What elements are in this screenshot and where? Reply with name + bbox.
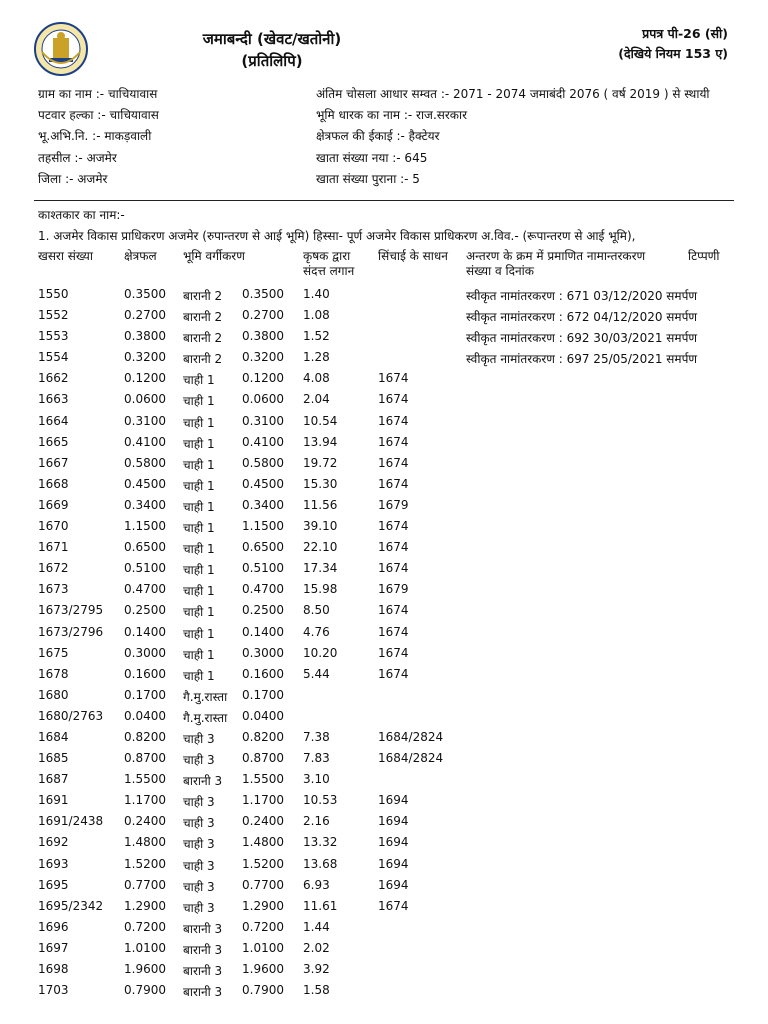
area-value: 0.1200 <box>124 371 166 386</box>
class-area: 0.1600 <box>242 666 284 681</box>
area-value: 0.4100 <box>124 434 166 449</box>
table-row <box>0 667 768 688</box>
table-row <box>0 646 768 667</box>
area-value: 0.2700 <box>124 308 166 323</box>
land-class: चाही 3 <box>183 795 215 810</box>
land-class: चाही 1 <box>183 373 215 388</box>
area-value: 0.3400 <box>124 497 166 512</box>
lagan-value: 1.08 <box>303 308 330 323</box>
table-row <box>0 709 768 730</box>
col-header-lagan <box>303 249 354 279</box>
area-value: 1.9600 <box>124 962 166 976</box>
class-area: 0.4500 <box>242 476 284 491</box>
lagan-value: 7.38 <box>303 729 330 744</box>
land-class: चाही 1 <box>183 499 215 514</box>
class-area: 0.5800 <box>242 455 284 470</box>
irrigation-source: 1674 <box>378 540 409 555</box>
lagan-value: 22.10 <box>303 540 338 555</box>
table-row <box>0 962 768 983</box>
table-row <box>0 625 768 646</box>
area-value: 0.7900 <box>124 983 166 998</box>
irrigation-source: 1694 <box>378 877 409 892</box>
khasra-number: 1552 <box>38 308 69 323</box>
class-area: 0.7200 <box>242 919 284 934</box>
lagan-value: 11.56 <box>303 497 338 512</box>
land-class: चाही 1 <box>183 457 215 472</box>
class-area: 0.3200 <box>242 350 284 365</box>
area-value: 0.5800 <box>124 455 166 470</box>
table-row <box>0 751 768 772</box>
table-row <box>0 899 768 920</box>
irrigation-source: 1684/2824 <box>378 729 444 744</box>
table-row <box>0 498 768 519</box>
table-row <box>0 688 768 709</box>
class-area: 0.6500 <box>242 540 284 555</box>
land-class: चाही 1 <box>183 668 215 683</box>
area-value: 0.3000 <box>124 645 166 660</box>
tehsil: तहसील :- अजमेर <box>38 150 117 165</box>
lagan-value: 4.76 <box>303 624 330 639</box>
land-class: चाही 1 <box>183 521 215 536</box>
lagan-value: 1.40 <box>303 287 330 301</box>
class-area: 0.8200 <box>242 729 284 744</box>
khasra-number: 1685 <box>38 751 69 766</box>
khasra-number: 1662 <box>38 371 69 386</box>
irrigation-source: 1674 <box>378 561 409 576</box>
lagan-value: 39.10 <box>303 519 338 534</box>
irrigation-source: 1674 <box>378 898 409 913</box>
khasra-number: 1697 <box>38 940 69 955</box>
khasra-number: 1684 <box>38 729 69 744</box>
khasra-number: 1693 <box>38 856 69 871</box>
area-value: 0.4500 <box>124 476 166 491</box>
lagan-value: 1.44 <box>303 919 330 934</box>
lagan-value: 4.08 <box>303 371 330 386</box>
table-row <box>0 582 768 603</box>
section-divider <box>34 200 734 201</box>
class-area: 1.4800 <box>242 835 284 850</box>
lagan-value: 13.32 <box>303 835 338 850</box>
area-value: 0.7200 <box>124 919 166 934</box>
class-area: 0.8700 <box>242 751 284 766</box>
khasra-number: 1673 <box>38 582 69 597</box>
area-unit: क्षेत्रफल की ईकाई :- हैक्टेयर <box>316 129 440 144</box>
khasra-number: 1692 <box>38 835 69 850</box>
khasra-number: 1696 <box>38 919 69 934</box>
land-class: चाही 3 <box>183 837 215 852</box>
area-value: 0.6500 <box>124 540 166 555</box>
class-area: 1.2900 <box>242 898 284 913</box>
land-class: चाही 3 <box>183 900 215 915</box>
irrigation-source: 1674 <box>378 476 409 491</box>
form-number: प्रपत्र पी-26 (सी) <box>642 26 728 41</box>
table-row <box>0 371 768 392</box>
table-row <box>0 414 768 435</box>
khasra-number: 1698 <box>38 962 69 976</box>
area-value: 0.1700 <box>124 687 166 702</box>
area-value: 0.5100 <box>124 561 166 576</box>
khasra-number: 1695 <box>38 877 69 892</box>
irrigation-source: 1694 <box>378 856 409 871</box>
table-row <box>0 435 768 456</box>
table-row <box>0 814 768 835</box>
table-row <box>0 920 768 941</box>
land-class: चाही 1 <box>183 394 215 409</box>
lagan-value: 1.52 <box>303 329 330 344</box>
area-value: 0.3100 <box>124 413 166 428</box>
table-row <box>0 941 768 962</box>
mutation-entry: स्वीकृत नामांतरकरण : 692 30/03/2021 समर्पण <box>466 331 698 346</box>
land-class: चाही 1 <box>183 436 215 451</box>
khasra-number: 1691/2438 <box>38 814 104 829</box>
area-value: 1.5500 <box>124 772 166 787</box>
class-area: 1.1700 <box>242 793 284 808</box>
area-value: 1.4800 <box>124 835 166 850</box>
lagan-value: 15.30 <box>303 476 338 491</box>
class-area: 1.5500 <box>242 772 284 787</box>
record-meta-left <box>38 84 159 190</box>
land-class: चाही 1 <box>183 542 215 557</box>
table-row <box>0 287 768 308</box>
patwar-circle: पटवार हल्का :- चाचियावास <box>38 108 159 123</box>
lagan-value: 15.98 <box>303 582 338 597</box>
col-header-land-class: भूमि वर्गीकरण <box>183 249 245 263</box>
table-row <box>0 477 768 498</box>
class-area: 0.3500 <box>242 287 284 301</box>
lagan-value: 2.16 <box>303 814 330 829</box>
lagan-value: 17.34 <box>303 561 338 576</box>
khasra-number: 1673/2796 <box>38 624 104 639</box>
form-identifier <box>618 24 728 64</box>
land-class: बारानी 3 <box>183 942 223 957</box>
table-row <box>0 857 768 878</box>
col-header-khasra: खसरा संख्या <box>38 249 93 263</box>
lagan-value: 2.04 <box>303 392 330 407</box>
land-holder-name: भूमि धारक का नाम :- राज.सरकार <box>316 108 468 123</box>
area-value: 0.4700 <box>124 582 166 597</box>
irrigation-source: 1679 <box>378 497 409 512</box>
col-header-lagan-line2: संदत्त लगान <box>303 264 355 278</box>
table-row <box>0 329 768 350</box>
land-class: बारानी 2 <box>183 352 223 367</box>
mutation-entry: स्वीकृत नामांतरकरण : 671 03/12/2020 समर्पण <box>466 289 698 303</box>
land-class: चाही 3 <box>183 816 215 831</box>
table-row <box>0 519 768 540</box>
village-name: ग्राम का नाम :- चाचियावास <box>38 87 158 101</box>
khasra-number: 1667 <box>38 455 69 470</box>
table-row <box>0 350 768 371</box>
table-row <box>0 772 768 793</box>
land-class: बारानी 3 <box>183 985 223 1000</box>
lagan-value: 10.54 <box>303 413 338 428</box>
khasra-number: 1664 <box>38 413 69 428</box>
class-area: 1.0100 <box>242 940 284 955</box>
land-class: गै.मु.रास्ता <box>183 689 228 704</box>
lagan-value: 11.61 <box>303 898 338 913</box>
land-class: चाही 1 <box>183 626 215 641</box>
irrigation-source: 1674 <box>378 413 409 428</box>
table-row <box>0 793 768 814</box>
land-record-inspector: भू.अभि.नि. :- माकड़वाली <box>38 129 152 144</box>
class-area: 1.9600 <box>242 962 284 976</box>
title-line-2: (प्रतिलिपि) <box>241 52 303 70</box>
land-class: चाही 3 <box>183 879 215 894</box>
khasra-number: 1671 <box>38 540 69 555</box>
area-value: 0.3800 <box>124 329 166 344</box>
class-area: 0.0600 <box>242 392 284 407</box>
lagan-value: 1.58 <box>303 983 330 998</box>
table-row <box>0 603 768 624</box>
land-class: बारानी 2 <box>183 310 223 325</box>
land-class: बारानी 3 <box>183 921 223 936</box>
land-class: चाही 1 <box>183 605 215 620</box>
khasra-number: 1673/2795 <box>38 603 104 618</box>
land-class: चाही 3 <box>183 731 215 746</box>
lagan-value: 3.10 <box>303 772 330 787</box>
col-header-mutation-line2: संख्या व दिनांक <box>466 264 534 278</box>
khasra-number: 1695/2342 <box>38 898 104 913</box>
new-account-number: खाता संख्या नया :- 645 <box>316 150 428 165</box>
class-area: 0.2700 <box>242 308 284 323</box>
area-value: 1.1500 <box>124 519 166 534</box>
khasra-number: 1687 <box>38 772 69 787</box>
irrigation-source: 1674 <box>378 371 409 386</box>
class-area: 0.2500 <box>242 603 284 618</box>
land-records-table <box>0 287 768 1004</box>
irrigation-source: 1679 <box>378 582 409 597</box>
class-area: 0.3800 <box>242 329 284 344</box>
mutation-entry: स्वीकृत नामांतरकरण : 697 25/05/2021 समर्पण <box>466 352 698 367</box>
khasra-number: 1663 <box>38 392 69 407</box>
class-area: 0.4100 <box>242 434 284 449</box>
lagan-value: 19.72 <box>303 455 338 470</box>
khasra-number: 1680/2763 <box>38 708 104 723</box>
class-area: 1.1500 <box>242 519 284 534</box>
land-class: चाही 1 <box>183 563 215 578</box>
irrigation-source: 1674 <box>378 455 409 470</box>
irrigation-source: 1674 <box>378 519 409 534</box>
khasra-number: 1668 <box>38 476 69 491</box>
area-value: 0.0400 <box>124 708 166 723</box>
irrigation-source: 1674 <box>378 392 409 407</box>
col-header-lagan-line1: कृषक द्वारा <box>303 249 351 263</box>
title-line-1: जमाबन्दी (खेवट/खतोनी) <box>202 30 342 48</box>
col-header-area: क्षेत्रफल <box>124 249 157 263</box>
irrigation-source: 1694 <box>378 835 409 850</box>
area-value: 0.2400 <box>124 814 166 829</box>
area-value: 0.3500 <box>124 287 166 301</box>
land-class: चाही 1 <box>183 647 215 662</box>
class-area: 0.1200 <box>242 371 284 386</box>
class-area: 1.5200 <box>242 856 284 871</box>
area-value: 0.0600 <box>124 392 166 407</box>
irrigation-source: 1674 <box>378 624 409 639</box>
class-area: 0.1700 <box>242 687 284 702</box>
class-area: 0.3400 <box>242 497 284 512</box>
khasra-number: 1550 <box>38 287 69 301</box>
khasra-number: 1665 <box>38 434 69 449</box>
class-area: 0.3000 <box>242 645 284 660</box>
record-meta-right <box>316 84 710 190</box>
khasra-number: 1703 <box>38 983 69 998</box>
khasra-number: 1678 <box>38 666 69 681</box>
lagan-value: 10.20 <box>303 645 338 660</box>
district: जिला :- अजमेर <box>38 171 108 186</box>
land-class: बारानी 2 <box>183 331 223 346</box>
col-header-mutation-line1: अन्तरण के क्रम में प्रमाणित नामान्तरकरण <box>466 249 646 263</box>
form-rule-reference: (देखिये नियम 153 ए) <box>618 46 728 61</box>
area-value: 1.1700 <box>124 793 166 808</box>
irrigation-source: 1674 <box>378 645 409 660</box>
lagan-value: 2.02 <box>303 940 330 955</box>
area-value: 0.2500 <box>124 603 166 618</box>
area-value: 1.0100 <box>124 940 166 955</box>
col-header-remarks: टिप्पणी <box>688 249 720 263</box>
table-row <box>0 540 768 561</box>
area-value: 0.1400 <box>124 624 166 639</box>
class-area: 0.1400 <box>242 624 284 639</box>
khasra-number: 1675 <box>38 645 69 660</box>
cultivator-entry: 1. अजमेर विकास प्राधिकरण अजमेर (रुपान्तरण से आई भूमि) हिस्सा- पूर्ण अजमेर विकास प्राधिकरण अ.विव.- (रूपान्तरण से आई भूमि), <box>38 229 636 243</box>
table-row <box>0 392 768 413</box>
area-value: 0.1600 <box>124 666 166 681</box>
land-class: चाही 3 <box>183 858 215 873</box>
irrigation-source: 1674 <box>378 434 409 449</box>
lagan-value: 1.28 <box>303 350 330 365</box>
lagan-value: 13.94 <box>303 434 338 449</box>
area-value: 0.3200 <box>124 350 166 365</box>
area-value: 0.8700 <box>124 751 166 766</box>
area-value: 0.7700 <box>124 877 166 892</box>
khasra-number: 1553 <box>38 329 69 344</box>
irrigation-source: 1674 <box>378 603 409 618</box>
lagan-value: 6.93 <box>303 877 330 892</box>
government-emblem-logo <box>34 22 88 76</box>
khasra-number: 1680 <box>38 687 69 702</box>
land-class: बारानी 3 <box>183 964 223 978</box>
land-class: चाही 1 <box>183 584 215 599</box>
col-header-irrigation: सिंचाई के साधन <box>378 249 448 263</box>
class-area: 0.7700 <box>242 877 284 892</box>
area-value: 1.2900 <box>124 898 166 913</box>
class-area: 0.2400 <box>242 814 284 829</box>
khasra-number: 1672 <box>38 561 69 576</box>
settlement-basis: अंतिम चोसला आधार सम्वत :- 2071 - 2074 जमाबंदी 2076 ( वर्ष 2019 ) से स्थायी <box>316 87 710 101</box>
land-class: बारानी 3 <box>183 774 223 789</box>
land-class: चाही 3 <box>183 753 215 768</box>
class-area: 0.3100 <box>242 413 284 428</box>
lagan-value: 8.50 <box>303 603 330 618</box>
table-row <box>0 456 768 477</box>
class-area: 0.7900 <box>242 983 284 998</box>
land-class: बारानी 2 <box>183 289 223 303</box>
irrigation-source: 1684/2824 <box>378 751 444 766</box>
khasra-number: 1669 <box>38 497 69 512</box>
col-header-mutation <box>466 249 645 279</box>
irrigation-source: 1694 <box>378 814 409 829</box>
table-row <box>0 561 768 582</box>
khasra-number: 1670 <box>38 519 69 534</box>
old-account-number: खाता संख्या पुराना :- 5 <box>316 171 420 186</box>
lagan-value: 5.44 <box>303 666 330 681</box>
table-row <box>0 835 768 856</box>
class-area: 0.5100 <box>242 561 284 576</box>
table-row <box>0 730 768 751</box>
lagan-value: 3.92 <box>303 962 330 976</box>
cultivator-label: काश्तकार का नाम:- <box>38 208 125 222</box>
area-value: 1.5200 <box>124 856 166 871</box>
class-area: 0.4700 <box>242 582 284 597</box>
lagan-value: 7.83 <box>303 751 330 766</box>
lagan-value: 10.53 <box>303 793 338 808</box>
irrigation-source: 1674 <box>378 666 409 681</box>
land-class: चाही 1 <box>183 415 215 430</box>
table-row <box>0 308 768 329</box>
lagan-value: 13.68 <box>303 856 338 871</box>
class-area: 0.0400 <box>242 708 284 723</box>
khasra-number: 1691 <box>38 793 69 808</box>
document-title <box>172 28 372 72</box>
table-row <box>0 983 768 1004</box>
area-value: 0.8200 <box>124 729 166 744</box>
mutation-entry: स्वीकृत नामांतरकरण : 672 04/12/2020 समर्पण <box>466 310 698 325</box>
table-row <box>0 878 768 899</box>
khasra-number: 1554 <box>38 350 69 365</box>
irrigation-source: 1694 <box>378 793 409 808</box>
land-class: गै.मु.रास्ता <box>183 710 228 725</box>
land-class: चाही 1 <box>183 478 215 493</box>
